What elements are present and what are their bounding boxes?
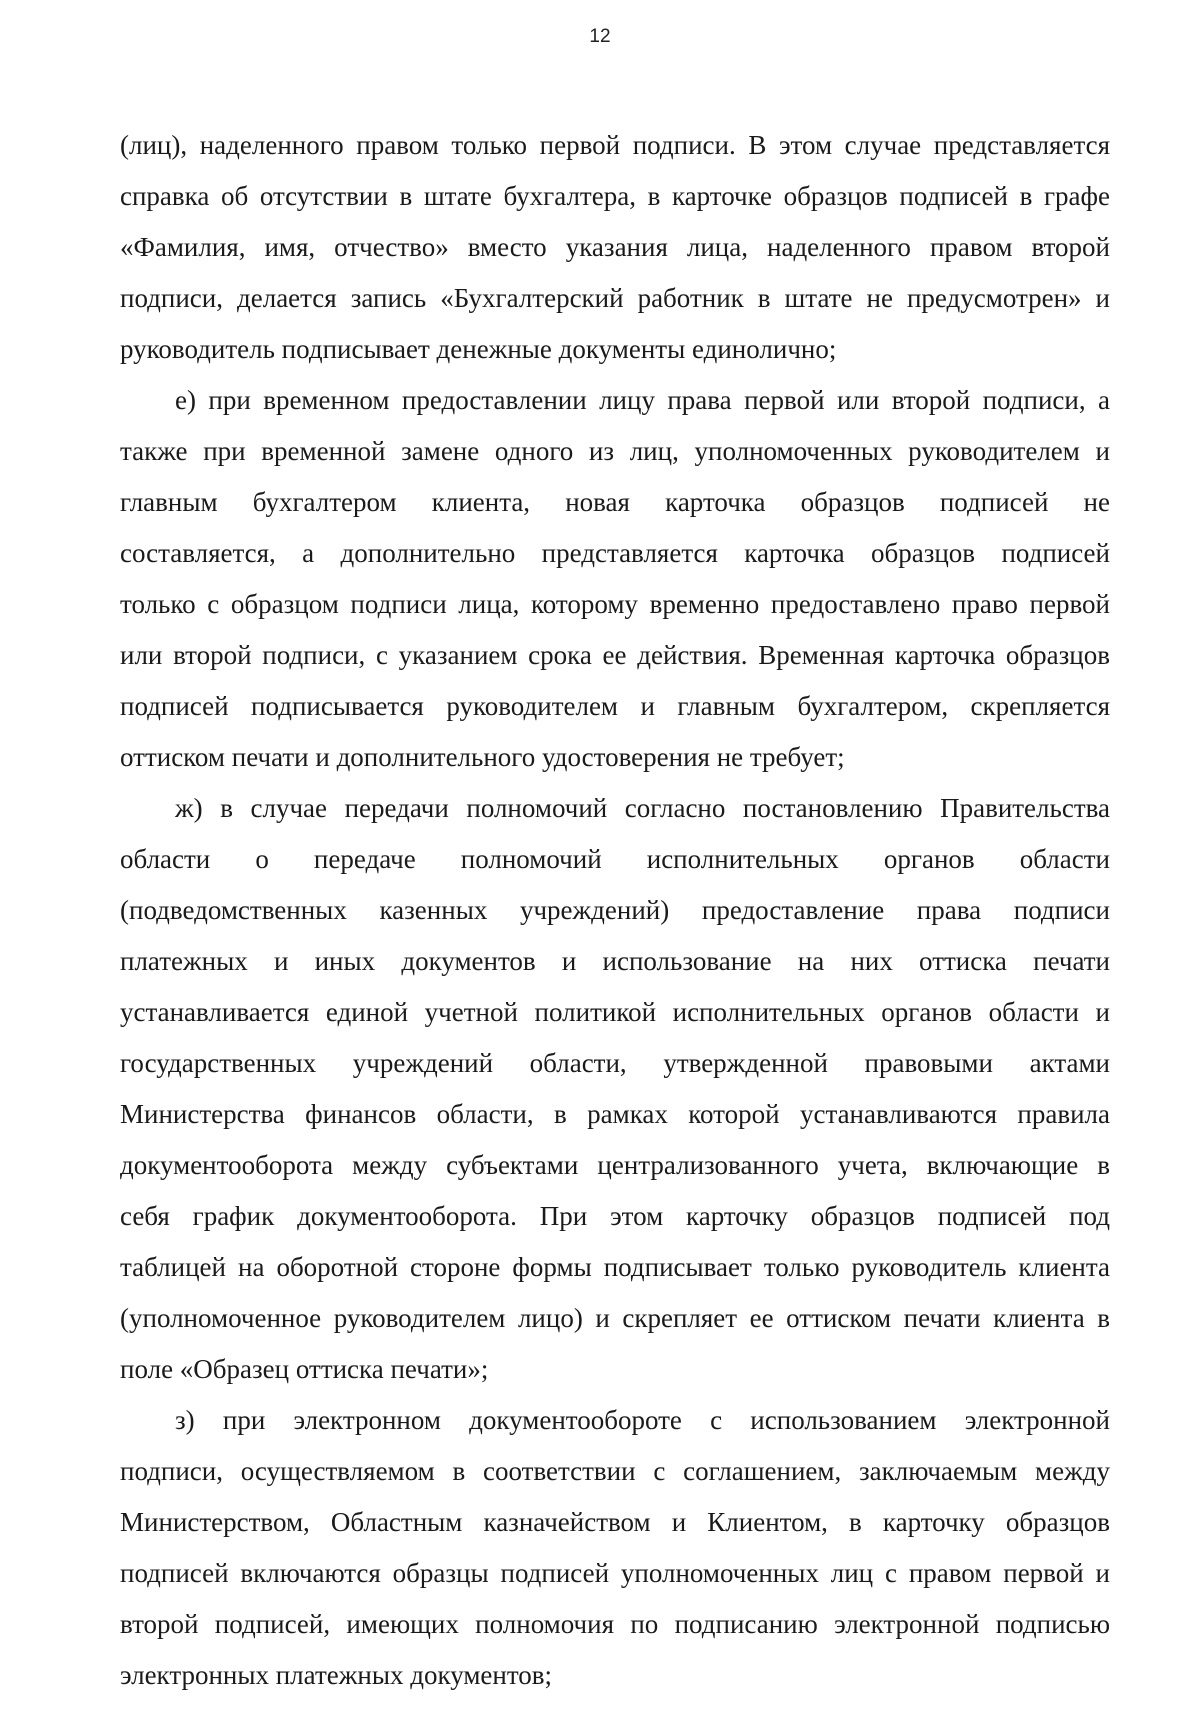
text-line: ж) в случае передачи полномочий согласно постановлению Правительства — [175, 793, 1110, 823]
text-line: только с образцом подписи лица, которому временно предоставлено право первой — [120, 589, 1110, 619]
text-line: (подведомственных казенных учреждений) предоставление права подписи — [120, 895, 1110, 925]
text-line: подписей включаются образцы подписей уполномоченных лиц с правом первой и — [120, 1558, 1110, 1588]
text-line: себя график документооборота. При этом карточку образцов подписей под — [120, 1201, 1110, 1231]
document-body — [120, 120, 1110, 1701]
text-line: з) при электронном документообороте с использованием электронной — [175, 1405, 1110, 1435]
text-line: оттиском печати и дополнительного удостоверения не требует; — [120, 742, 845, 772]
text-line: главным бухгалтером клиента, новая карточка образцов подписей не — [120, 487, 1110, 517]
text-line: подписей подписывается руководителем и главным бухгалтером, скрепляется — [120, 691, 1110, 721]
text-line: документооборота между субъектами централизованного учета, включающие в — [120, 1150, 1110, 1180]
text-line: области о передаче полномочий исполнительных органов области — [120, 844, 1110, 874]
text-line: подписи, делается запись «Бухгалтерский работник в штате не предусмотрен» и — [120, 283, 1110, 313]
text-line: или второй подписи, с указанием срока ее действия. Временная карточка образцов — [120, 640, 1110, 670]
text-line: Министерством, Областным казначейством и Клиентом, в карточку образцов — [120, 1507, 1110, 1537]
text-line: (лиц), наделенного правом только первой подписи. В этом случае представляется — [120, 130, 1110, 160]
text-line: также при временной замене одного из лиц, уполномоченных руководителем и — [120, 436, 1110, 466]
text-line: устанавливается единой учетной политикой исполнительных органов области и — [120, 997, 1110, 1027]
page-number: 12 — [589, 26, 611, 47]
text-line: второй подписей, имеющих полномочия по подписанию электронной подписью — [120, 1609, 1110, 1639]
text-line: е) при временном предоставлении лицу права первой или второй подписи, а — [175, 385, 1110, 415]
text-line: платежных и иных документов и использование на них оттиска печати — [120, 946, 1110, 976]
text-line: справка об отсутствии в штате бухгалтера, в карточке образцов подписей в графе — [120, 181, 1110, 211]
text-line: государственных учреждений области, утвержденной правовыми актами — [120, 1048, 1110, 1078]
text-line: подписи, осуществляемом в соответствии с соглашением, заключаемым между — [120, 1456, 1110, 1486]
text-line: электронных платежных документов; — [120, 1660, 553, 1690]
text-line: «Фамилия, имя, отчество» вместо указания лица, наделенного правом второй — [120, 232, 1110, 262]
text-line: Министерства финансов области, в рамках которой устанавливаются правила — [120, 1099, 1110, 1129]
text-line: составляется, а дополнительно представляется карточка образцов подписей — [120, 538, 1110, 568]
text-line: (уполномоченное руководителем лицо) и скрепляет ее оттиском печати клиента в — [120, 1303, 1110, 1333]
text-line: поле «Образец оттиска печати»; — [120, 1354, 489, 1384]
text-line: таблицей на оборотной стороне формы подписывает только руководитель клиента — [120, 1252, 1110, 1282]
text-line: руководитель подписывает денежные документы единолично; — [120, 334, 837, 364]
